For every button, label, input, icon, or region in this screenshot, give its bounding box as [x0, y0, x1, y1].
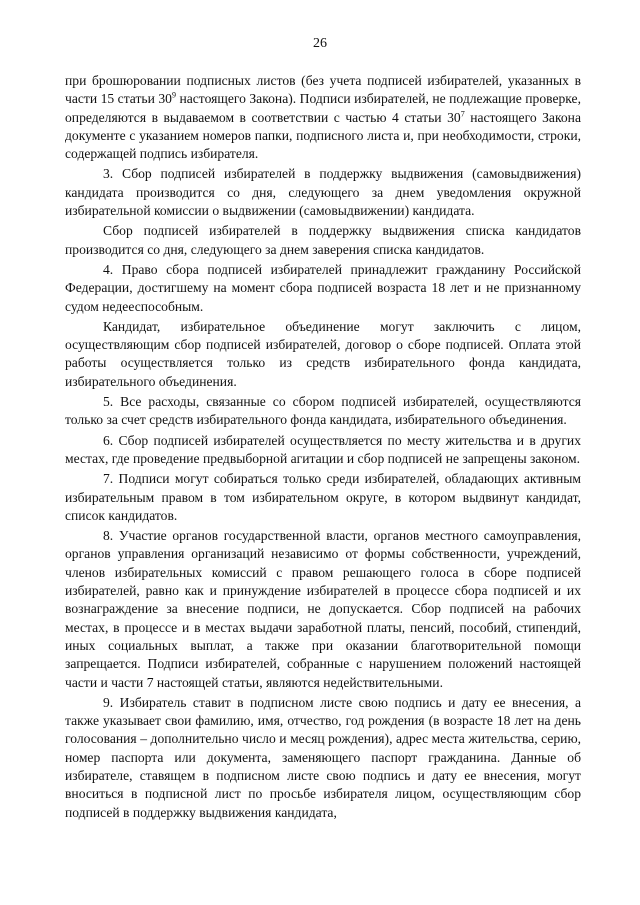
document-body [65, 72, 581, 822]
paragraph-item-3: 3. Сбор подписей избирателей в поддержку выдвижения (самовыдвижения) кандидата производится со дня, следующего за днем уведомления окружной избирательной комиссии о выдвижении (самовыдвижении) кандидата. [65, 166, 581, 219]
paragraph-text: настоящего Закона). Подписи избирателей, не подлежащие проверке, определяются в выдаваемом в соответствии с частью 4 статьи 30 [65, 91, 581, 125]
paragraph-item-6: 6. Сбор подписей избирателей осуществляется по месту жительства и в других местах, где проведение предвыборной агитации и сбор подписей не запрещены законом. [65, 432, 581, 466]
paragraph-item-4-continued: Кандидат, избирательное объединение могут заключить с лицом, осуществляющим сбор подписей избирателей, договор о сборе подписей. Оплата этой работы осуществляется только из средств избирательного фонда кандидата, избирательного объединения. [65, 318, 581, 389]
superscript-article-index: 7 [460, 109, 465, 119]
paragraph-item-9: 9. Избиратель ставит в подписном листе свою подпись и дату ее внесения, а также указывает свои фамилию, имя, отчество, год рождения (в возрасте 18 лет на день голосования – дополнительно число и месяц рождения), адрес места жительства, серию, номер паспорта или документа, заменяющего паспорт гражданина. Данные об избирателе, ставящем в подписном листе свою подпись и дату ее внесения, могут вноситься в подписной лист по просьбе избирателя лицом, осуществляющим сбор подписей в поддержку выдвижения кандидата, [65, 694, 581, 820]
page-number: 26 [313, 36, 327, 51]
paragraph-item-4: 4. Право сбора подписей избирателей принадлежит гражданину Российской Федерации, достигшему на момент сбора подписей возраста 18 лет и не признанному судом недееспособным. [65, 261, 581, 314]
paragraph-continuation [65, 72, 581, 163]
superscript-article-index: 9 [171, 90, 176, 100]
paragraph-text: при брошюровании подписных листов (без учета подписей избирателей, указанных в части 15 статьи 30 [65, 73, 581, 107]
paragraph-item-3-continued: Сбор подписей избирателей в поддержку выдвижения списка кандидатов производится со дня, следующего за днем заверения списка кандидатов. [65, 223, 581, 257]
paragraph-text: настоящего Закона документе с указанием номеров папки, подписного листа и, при необходимости, строки, содержащей подпись избирателя. [65, 109, 581, 162]
paragraph-item-8: 8. Участие органов государственной власти, органов местного самоуправления, органов управления организаций независимо от формы собственности, учреждений, членов избирательных комиссий с правом решающего голоса в сборе подписей избирателей, равно как и принуждение избирателей в процессе сбора подписей и их вознаграждение за внесение подписи, не допускается. Сбор подписей на рабочих местах, в процессе и в местах выдачи заработной платы, пенсий, пособий, стипендий, иных социальных выплат, а также при оказании благотворительной помощи запрещается. Подписи избирателей, собранные с нарушением положений настоящей части и части 7 настоящей статьи, являются недействительными. [65, 528, 581, 690]
paragraph-item-7: 7. Подписи могут собираться только среди избирателей, обладающих активным избирательным правом в том избирательном округе, в котором выдвинут кандидат, список кандидатов. [65, 471, 581, 523]
paragraph-item-5: 5. Все расходы, связанные со сбором подписей избирателей, осуществляются только за счет средств избирательного фонда кандидата, избирательного объединения. [65, 394, 581, 428]
